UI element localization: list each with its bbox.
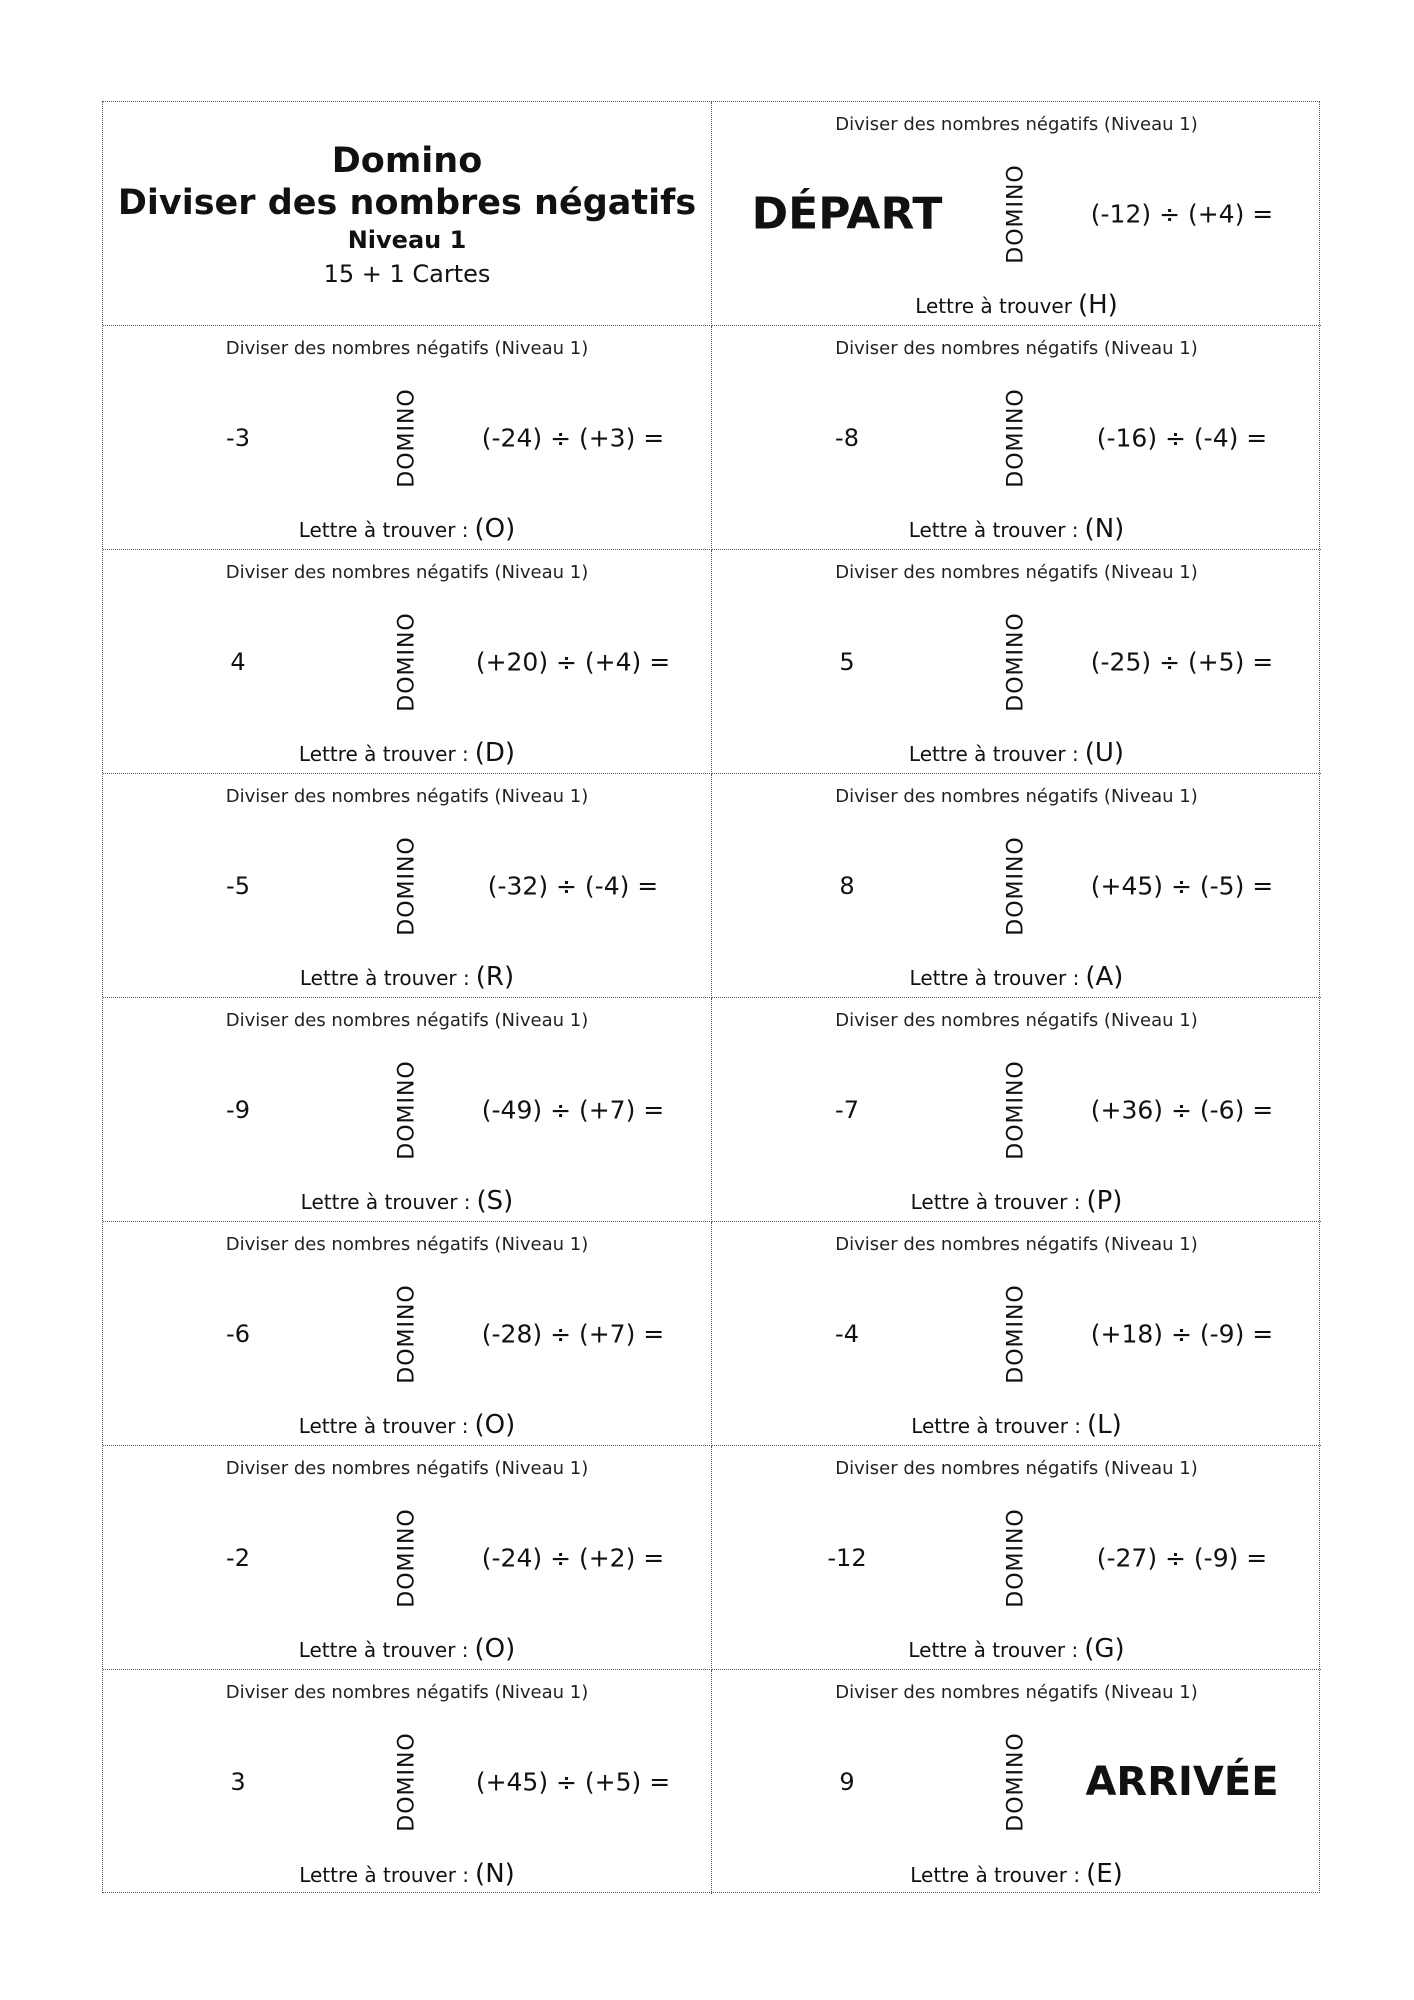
card-question: (-49) ÷ (+7) = (481, 1095, 665, 1125)
letter-row (103, 738, 711, 768)
domino-card (103, 1670, 712, 1894)
card-answer: -9 (226, 1096, 250, 1124)
letter-row (712, 1410, 1321, 1440)
card-title: Diviser des nombres négatifs (Niveau 1) (835, 338, 1198, 359)
letter-label: Lettre à trouver : (910, 1863, 1081, 1887)
card-title: Diviser des nombres négatifs (Niveau 1) (835, 1010, 1198, 1031)
card-answer: -6 (226, 1320, 250, 1348)
letter-label: Lettre à trouver : (298, 1414, 469, 1438)
domino-vertical-label: DOMINO (1003, 164, 1029, 264)
end-label: ARRIVÉE (1085, 1759, 1279, 1805)
card-title: Diviser des nombres négatifs (Niveau 1) (835, 1458, 1198, 1479)
domino-vertical-label: DOMINO (394, 1508, 420, 1608)
letter-value: (N) (475, 1859, 515, 1889)
card-question: (+36) ÷ (-6) = (1090, 1095, 1274, 1125)
letter-label: Lettre à trouver (915, 294, 1072, 318)
letter-row (712, 738, 1321, 768)
letter-value: (G) (1084, 1634, 1125, 1664)
letter-label: Lettre à trouver : (908, 1638, 1079, 1662)
letter-row (712, 514, 1321, 544)
letter-row (712, 1634, 1321, 1664)
domino-vertical-label: DOMINO (1003, 1508, 1029, 1608)
domino-card (103, 550, 712, 774)
domino-vertical-label: DOMINO (1003, 612, 1029, 712)
domino-card (712, 326, 1321, 550)
domino-card (712, 102, 1321, 326)
letter-value: (D) (474, 738, 516, 768)
card-question: (-16) ÷ (-4) = (1096, 423, 1268, 453)
letter-value: (O) (474, 1410, 516, 1440)
card-title: Diviser des nombres négatifs (Niveau 1) (835, 562, 1198, 583)
card-title: Diviser des nombres négatifs (Niveau 1) (225, 338, 589, 359)
domino-vertical-label: DOMINO (1003, 836, 1029, 936)
domino-card (103, 774, 712, 998)
domino-vertical-label: DOMINO (394, 1284, 420, 1384)
letter-value: (P) (1086, 1186, 1123, 1216)
letter-value: (H) (1077, 290, 1118, 320)
domino-vertical-label: DOMINO (394, 388, 420, 488)
card-count: 15 + 1 Cartes (323, 259, 491, 288)
domino-vertical-label: DOMINO (1003, 388, 1029, 488)
letter-value: (O) (474, 1634, 516, 1664)
domino-card (103, 326, 712, 550)
letter-row (712, 290, 1321, 320)
domino-vertical-label: DOMINO (1003, 1060, 1029, 1160)
card-answer: 9 (839, 1768, 855, 1796)
letter-row (103, 962, 711, 992)
card-answer: 5 (839, 648, 855, 676)
letter-row (103, 514, 711, 544)
card-answer: -7 (835, 1096, 859, 1124)
domino-card (712, 550, 1321, 774)
card-answer: 8 (839, 872, 855, 900)
card-question: (-24) ÷ (+3) = (481, 423, 665, 453)
domino-card (712, 1670, 1321, 1894)
card-question: (+45) ÷ (-5) = (1090, 871, 1274, 901)
letter-label: Lettre à trouver : (911, 1414, 1082, 1438)
card-title: Diviser des nombres négatifs (Niveau 1) (225, 1682, 589, 1703)
letter-value: (S) (476, 1186, 514, 1216)
letter-value: (N) (1084, 514, 1125, 544)
letter-label: Lettre à trouver : (299, 1863, 470, 1887)
sheet-level: Niveau 1 (347, 225, 467, 254)
card-answer: 4 (230, 648, 246, 676)
card-question: (-32) ÷ (-4) = (487, 871, 659, 901)
card-question: (-25) ÷ (+5) = (1090, 647, 1274, 677)
letter-label: Lettre à trouver : (300, 1190, 471, 1214)
sheet-title: Domino (331, 140, 483, 181)
card-question: (+45) ÷ (+5) = (475, 1767, 671, 1797)
start-label: DÉPART (751, 188, 943, 240)
card-answer: -3 (226, 424, 250, 452)
letter-label: Lettre à trouver : (908, 742, 1079, 766)
card-answer: -8 (835, 424, 859, 452)
letter-row (103, 1634, 711, 1664)
domino-vertical-label: DOMINO (1003, 1284, 1029, 1384)
letter-value: (A) (1085, 962, 1124, 992)
domino-card (103, 1446, 712, 1670)
card-title: Diviser des nombres négatifs (Niveau 1) (225, 1010, 589, 1031)
card-title: Diviser des nombres négatifs (Niveau 1) (835, 114, 1198, 135)
card-answer: -5 (226, 872, 250, 900)
letter-row (712, 962, 1321, 992)
card-question: (-28) ÷ (+7) = (481, 1319, 665, 1349)
card-answer: -2 (226, 1544, 250, 1572)
domino-vertical-label: DOMINO (394, 612, 420, 712)
card-question: (-27) ÷ (-9) = (1096, 1543, 1268, 1573)
header-card (103, 102, 712, 326)
domino-card (712, 998, 1321, 1222)
card-question: (+20) ÷ (+4) = (475, 647, 671, 677)
card-answer: -4 (835, 1320, 859, 1348)
domino-card (712, 774, 1321, 998)
card-answer: -12 (827, 1544, 867, 1572)
card-title: Diviser des nombres négatifs (Niveau 1) (835, 1234, 1198, 1255)
letter-value: (E) (1086, 1859, 1123, 1889)
domino-vertical-label: DOMINO (1003, 1732, 1029, 1832)
letter-label: Lettre à trouver : (299, 966, 470, 990)
domino-sheet (102, 101, 1320, 1893)
sheet-subtitle: Diviser des nombres négatifs (117, 182, 697, 223)
card-title: Diviser des nombres négatifs (Niveau 1) (835, 786, 1198, 807)
letter-value: (L) (1087, 1410, 1122, 1440)
card-question: (+18) ÷ (-9) = (1090, 1319, 1274, 1349)
domino-vertical-label: DOMINO (394, 1732, 420, 1832)
letter-row (103, 1859, 711, 1889)
letter-value: (R) (475, 962, 515, 992)
letter-row (712, 1859, 1321, 1889)
card-question: (-12) ÷ (+4) = (1090, 199, 1274, 229)
letter-label: Lettre à trouver : (908, 518, 1079, 542)
letter-label: Lettre à trouver : (910, 1190, 1081, 1214)
card-question: (-24) ÷ (+2) = (481, 1543, 665, 1573)
letter-value: (U) (1084, 738, 1125, 768)
domino-card (712, 1446, 1321, 1670)
letter-label: Lettre à trouver : (298, 518, 469, 542)
card-title: Diviser des nombres négatifs (Niveau 1) (835, 1682, 1198, 1703)
letter-label: Lettre à trouver : (909, 966, 1080, 990)
domino-card (712, 1222, 1321, 1446)
domino-vertical-label: DOMINO (394, 1060, 420, 1160)
letter-row (103, 1410, 711, 1440)
card-answer: 3 (230, 1768, 246, 1796)
letter-row (103, 1186, 711, 1216)
letter-label: Lettre à trouver : (298, 742, 469, 766)
letter-row (712, 1186, 1321, 1216)
domino-card (103, 1222, 712, 1446)
card-title: Diviser des nombres négatifs (Niveau 1) (225, 786, 589, 807)
card-title: Diviser des nombres négatifs (Niveau 1) (225, 562, 589, 583)
card-title: Diviser des nombres négatifs (Niveau 1) (225, 1458, 589, 1479)
card-title: Diviser des nombres négatifs (Niveau 1) (225, 1234, 589, 1255)
letter-label: Lettre à trouver : (298, 1638, 469, 1662)
letter-value: (O) (474, 514, 516, 544)
domino-card (103, 998, 712, 1222)
domino-vertical-label: DOMINO (394, 836, 420, 936)
